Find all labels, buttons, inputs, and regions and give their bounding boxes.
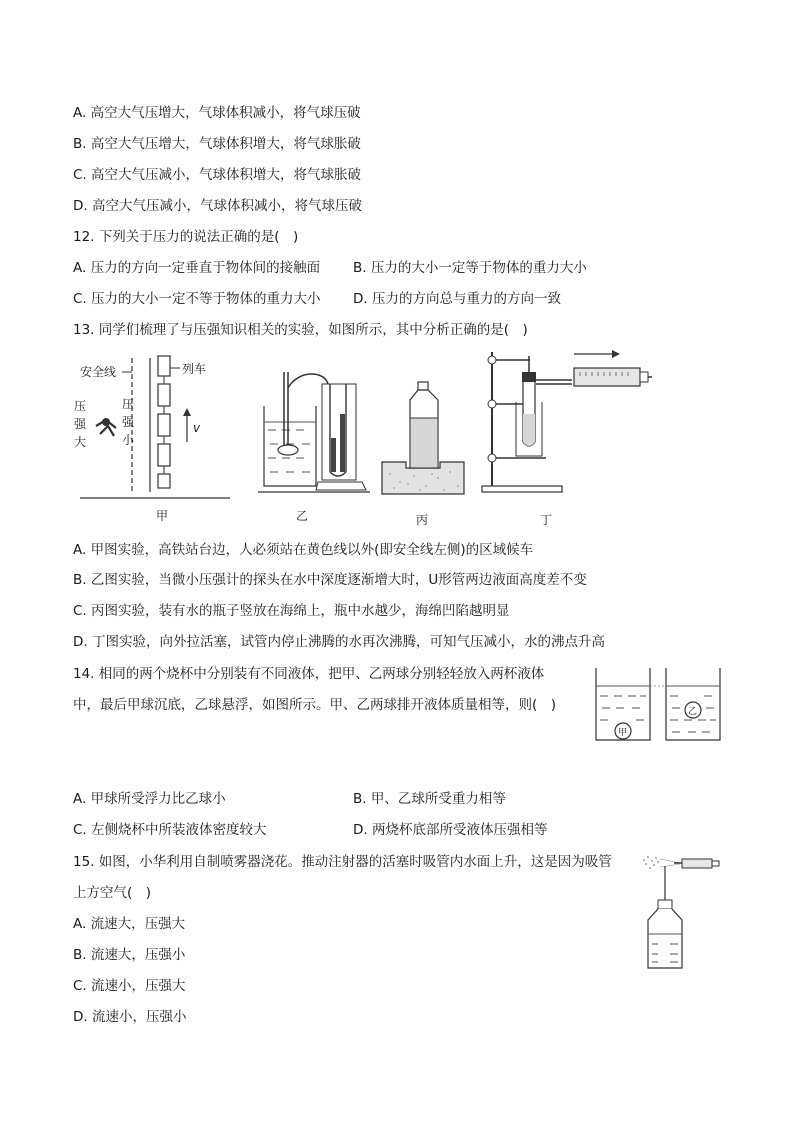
train-label: 列车 (182, 362, 207, 376)
q15-figure-sprayer (640, 850, 725, 975)
q15-option-b: B. 流速大，压强小 (73, 947, 186, 963)
q15-option-c: C. 流速小，压强大 (73, 978, 186, 994)
q13-option-d: D. 丁图实验，向外拉活塞，试管内停止沸腾的水再次沸腾，可知气压减小，水的沸点升高 (73, 634, 605, 650)
svg-text:强: 强 (122, 415, 135, 429)
ball-yi-label: 乙 (688, 707, 698, 717)
q13-option-a: A. 甲图实验，高铁站台边，人必须站在黄色线以外(即安全线左侧)的区域候车 (73, 542, 534, 558)
q14-option-a: A. 甲球所受浮力比乙球小 (73, 791, 226, 807)
q14-figure-beakers (592, 664, 722, 744)
figure-caption-jia: 甲 (156, 509, 169, 523)
q13-option-b: B. 乙图实验，当微小压强计的探头在水中深度逐渐增大时，U形管两边液面高度差不变 (73, 572, 587, 588)
q11-option-a: A. 高空大气压增大，气球体积减小，将气球压破 (73, 105, 361, 121)
q14-stem-line1: 14. 相同的两个烧杯中分别装有不同液体，把甲、乙两球分别轻轻放入两杯液体 (73, 666, 545, 682)
svg-text:小: 小 (122, 433, 135, 447)
q13-figure-bing (380, 378, 468, 528)
q15-stem-line1: 15. 如图，小华利用自制喷雾器浇花。推动注射器的活塞时吸管内水面上升，这是因为吸管 (73, 854, 612, 870)
figure-caption-ding: 丁 (540, 513, 553, 527)
ball-jia-label: 甲 (618, 728, 628, 738)
q11-option-d: D. 高空大气压减小，气球体积减小，将气球压破 (73, 198, 362, 214)
q13-stem: 13. 同学们梳理了与压强知识相关的实验，如图所示，其中分析正确的是( ) (73, 322, 528, 338)
q12-option-c: C. 压力的大小一定不等于物体的重力大小 (73, 291, 321, 307)
q14-option-d: D. 两烧杯底部所受液体压强相等 (353, 822, 548, 838)
q11-option-b: B. 高空大气压增大，气球体积增大，将气球胀破 (73, 136, 361, 152)
q13-option-c: C. 丙图实验，装有水的瓶子竖放在海绵上，瓶中水越少，海绵凹陷越明显 (73, 603, 510, 619)
q15-option-a: A. 流速大，压强大 (73, 916, 186, 932)
q14-option-b: B. 甲、乙球所受重力相等 (353, 791, 506, 807)
q12-option-a: A. 压力的方向一定垂直于物体间的接触面 (73, 260, 321, 276)
q12-option-d: D. 压力的方向总与重力的方向一致 (353, 291, 561, 307)
q15-option-d: D. 流速小，压强小 (73, 1009, 187, 1025)
q13-figure-jia (70, 350, 235, 525)
svg-text:大: 大 (74, 435, 87, 449)
q13-figure-yi (258, 358, 370, 523)
svg-text:压: 压 (122, 397, 135, 411)
q15-stem-line2: 上方空气( ) (73, 885, 152, 901)
figure-caption-bing: 丙 (416, 513, 429, 527)
svg-text:强: 强 (74, 417, 87, 431)
q12-stem: 12. 下列关于压力的说法正确的是( ) (73, 229, 299, 245)
q13-figure-ding (480, 346, 655, 528)
safety-line-label: 安全线 (80, 365, 117, 379)
q12-option-b: B. 压力的大小一定等于物体的重力大小 (353, 260, 587, 276)
velocity-label: v (193, 421, 201, 435)
q14-stem-line2: 中，最后甲球沉底，乙球悬浮，如图所示。甲、乙两球排开液体质量相等，则( ) (73, 697, 557, 713)
q11-option-c: C. 高空大气压减小，气球体积增大，将气球胀破 (73, 167, 362, 183)
q14-option-c: C. 左侧烧杯中所装液体密度较大 (73, 822, 267, 838)
svg-text:压: 压 (74, 399, 87, 413)
figure-caption-yi: 乙 (296, 509, 309, 523)
